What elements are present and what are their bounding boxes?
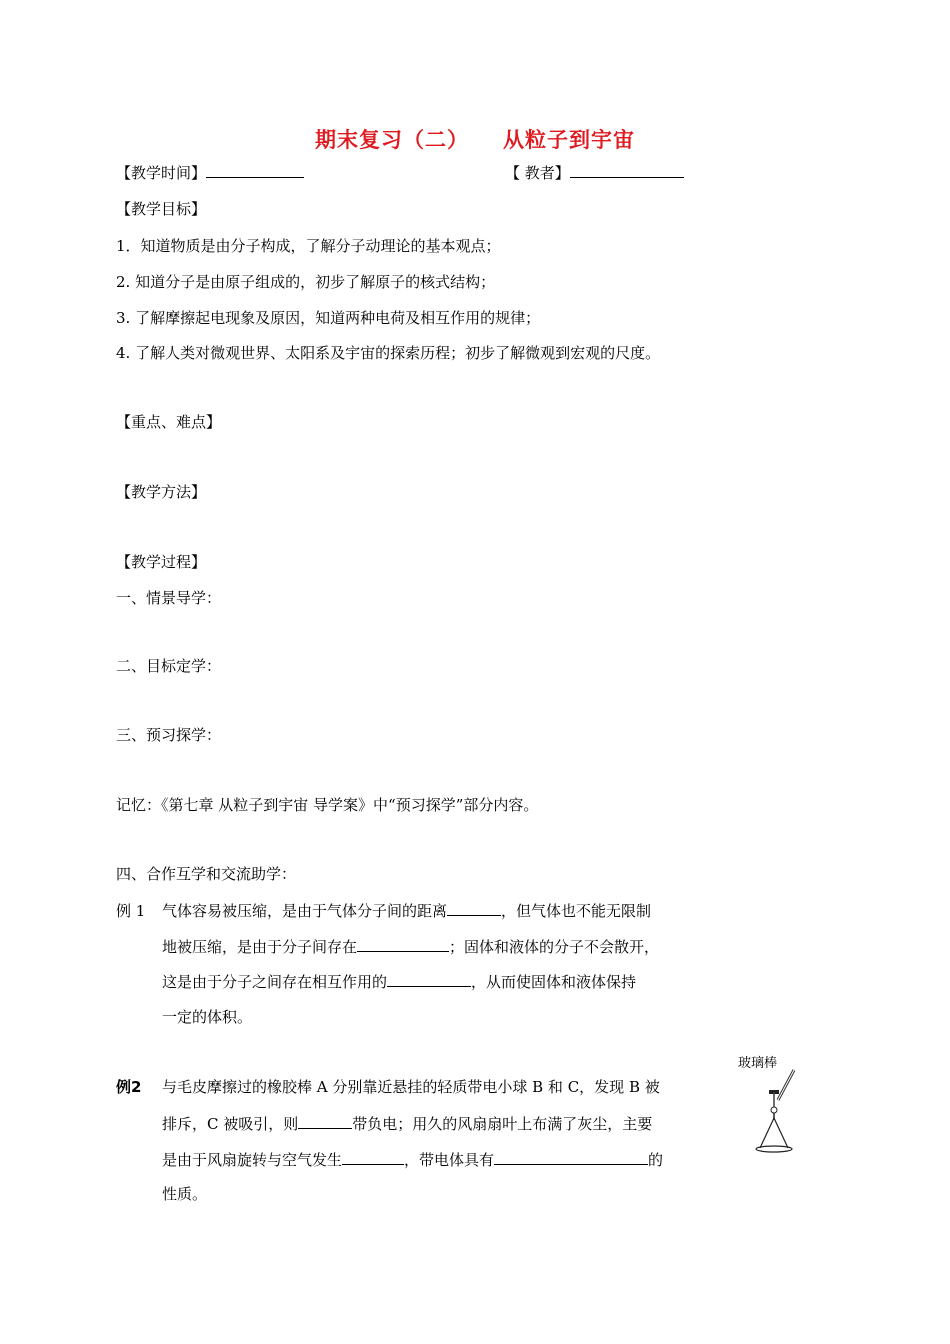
- example-2-text: 的: [648, 1151, 664, 1169]
- example-2-line-2: [162, 1113, 652, 1134]
- example-2-line-4: 性质。: [162, 1185, 208, 1203]
- answer-blank: [342, 1149, 404, 1165]
- teacher-row: [505, 162, 684, 183]
- example-2-line-1: [116, 1077, 660, 1097]
- answer-blank: [494, 1149, 648, 1165]
- step-goal: 二、目标定学：: [116, 657, 222, 675]
- example-2-label: 例2: [116, 1078, 142, 1096]
- answer-blank: [298, 1113, 352, 1129]
- example-1-label: 例 1: [116, 902, 146, 920]
- teaching-time-row: [116, 162, 304, 183]
- example-2-line-3: [162, 1149, 663, 1170]
- method-heading: 【教学方法】: [116, 483, 207, 501]
- example-2-text: 带负电；用久的风扇扇叶上布满了灰尘，主要: [352, 1115, 653, 1133]
- example-1-text: ，但气体也不能无限制: [501, 902, 652, 920]
- goal-item: 1．知道物质是由分子构成，了解分子动理论的基本观点；: [116, 237, 501, 255]
- example-2-text: 是由于风扇旋转与空气发生: [162, 1151, 343, 1169]
- glass-rod-label: 玻璃棒: [738, 1056, 778, 1071]
- teaching-time-label: 【教学时间】: [116, 164, 207, 182]
- example-2-text: ，带电体具有: [404, 1151, 495, 1169]
- title-main: 期末复习（二）: [315, 128, 469, 152]
- title-topic: 从粒子到宇宙: [503, 128, 635, 152]
- goals-heading: 【教学目标】: [116, 200, 207, 218]
- teaching-time-blank: [206, 162, 304, 178]
- process-heading: 【教学过程】: [116, 553, 207, 571]
- example-1-text: ，从而使固体和液体保持: [471, 973, 637, 991]
- answer-blank: [387, 971, 471, 987]
- example-2-text: 排斥，C 被吸引，则: [162, 1115, 299, 1133]
- example-1-line-3: [162, 971, 636, 992]
- answer-blank: [447, 900, 501, 916]
- goal-item: 3. 了解摩擦起电现象及原因，知道两种电荷及相互作用的规律；: [116, 309, 541, 327]
- step-scenario: 一、情景导学：: [116, 589, 222, 607]
- teacher-label: 【 教者】: [505, 164, 570, 182]
- teacher-blank: [570, 162, 684, 178]
- example-2-text: 与毛皮摩擦过的橡胶棒 A 分别靠近悬挂的轻质带电小球 B 和 C，发现 B 被: [162, 1078, 660, 1096]
- example-1-line-1: [116, 900, 651, 921]
- page-title: [0, 124, 950, 154]
- step-preview: 三、预习探学：: [116, 726, 222, 744]
- example-1-text: ；固体和液体的分子不会散开，: [449, 938, 660, 956]
- goal-item: 2. 知道分子是由原子组成的，初步了解原子的核式结构；: [116, 273, 496, 291]
- example-1-text: 这是由于分子之间存在相互作用的: [162, 973, 388, 991]
- example-1-text: 地被压缩，是由于分子间存在: [162, 938, 358, 956]
- step-cooperate: 四、合作互学和交流助学：: [116, 865, 297, 883]
- goal-item: 4. 了解人类对微观世界、太阳系及宇宙的探索历程；初步了解微观到宏观的尺度。: [116, 344, 661, 362]
- glass-rod-figure: [738, 1052, 800, 1156]
- example-1-text: 气体容易被压缩，是由于气体分子间的距离: [162, 902, 448, 920]
- example-1-line-4: 一定的体积。: [162, 1008, 253, 1026]
- key-points-heading: 【重点、难点】: [116, 413, 222, 431]
- example-1-line-2: [162, 936, 659, 957]
- answer-blank: [357, 936, 449, 952]
- memory-note: 记忆：《第七章 从粒子到宇宙 导学案》中“预习探学”部分内容。: [116, 796, 539, 814]
